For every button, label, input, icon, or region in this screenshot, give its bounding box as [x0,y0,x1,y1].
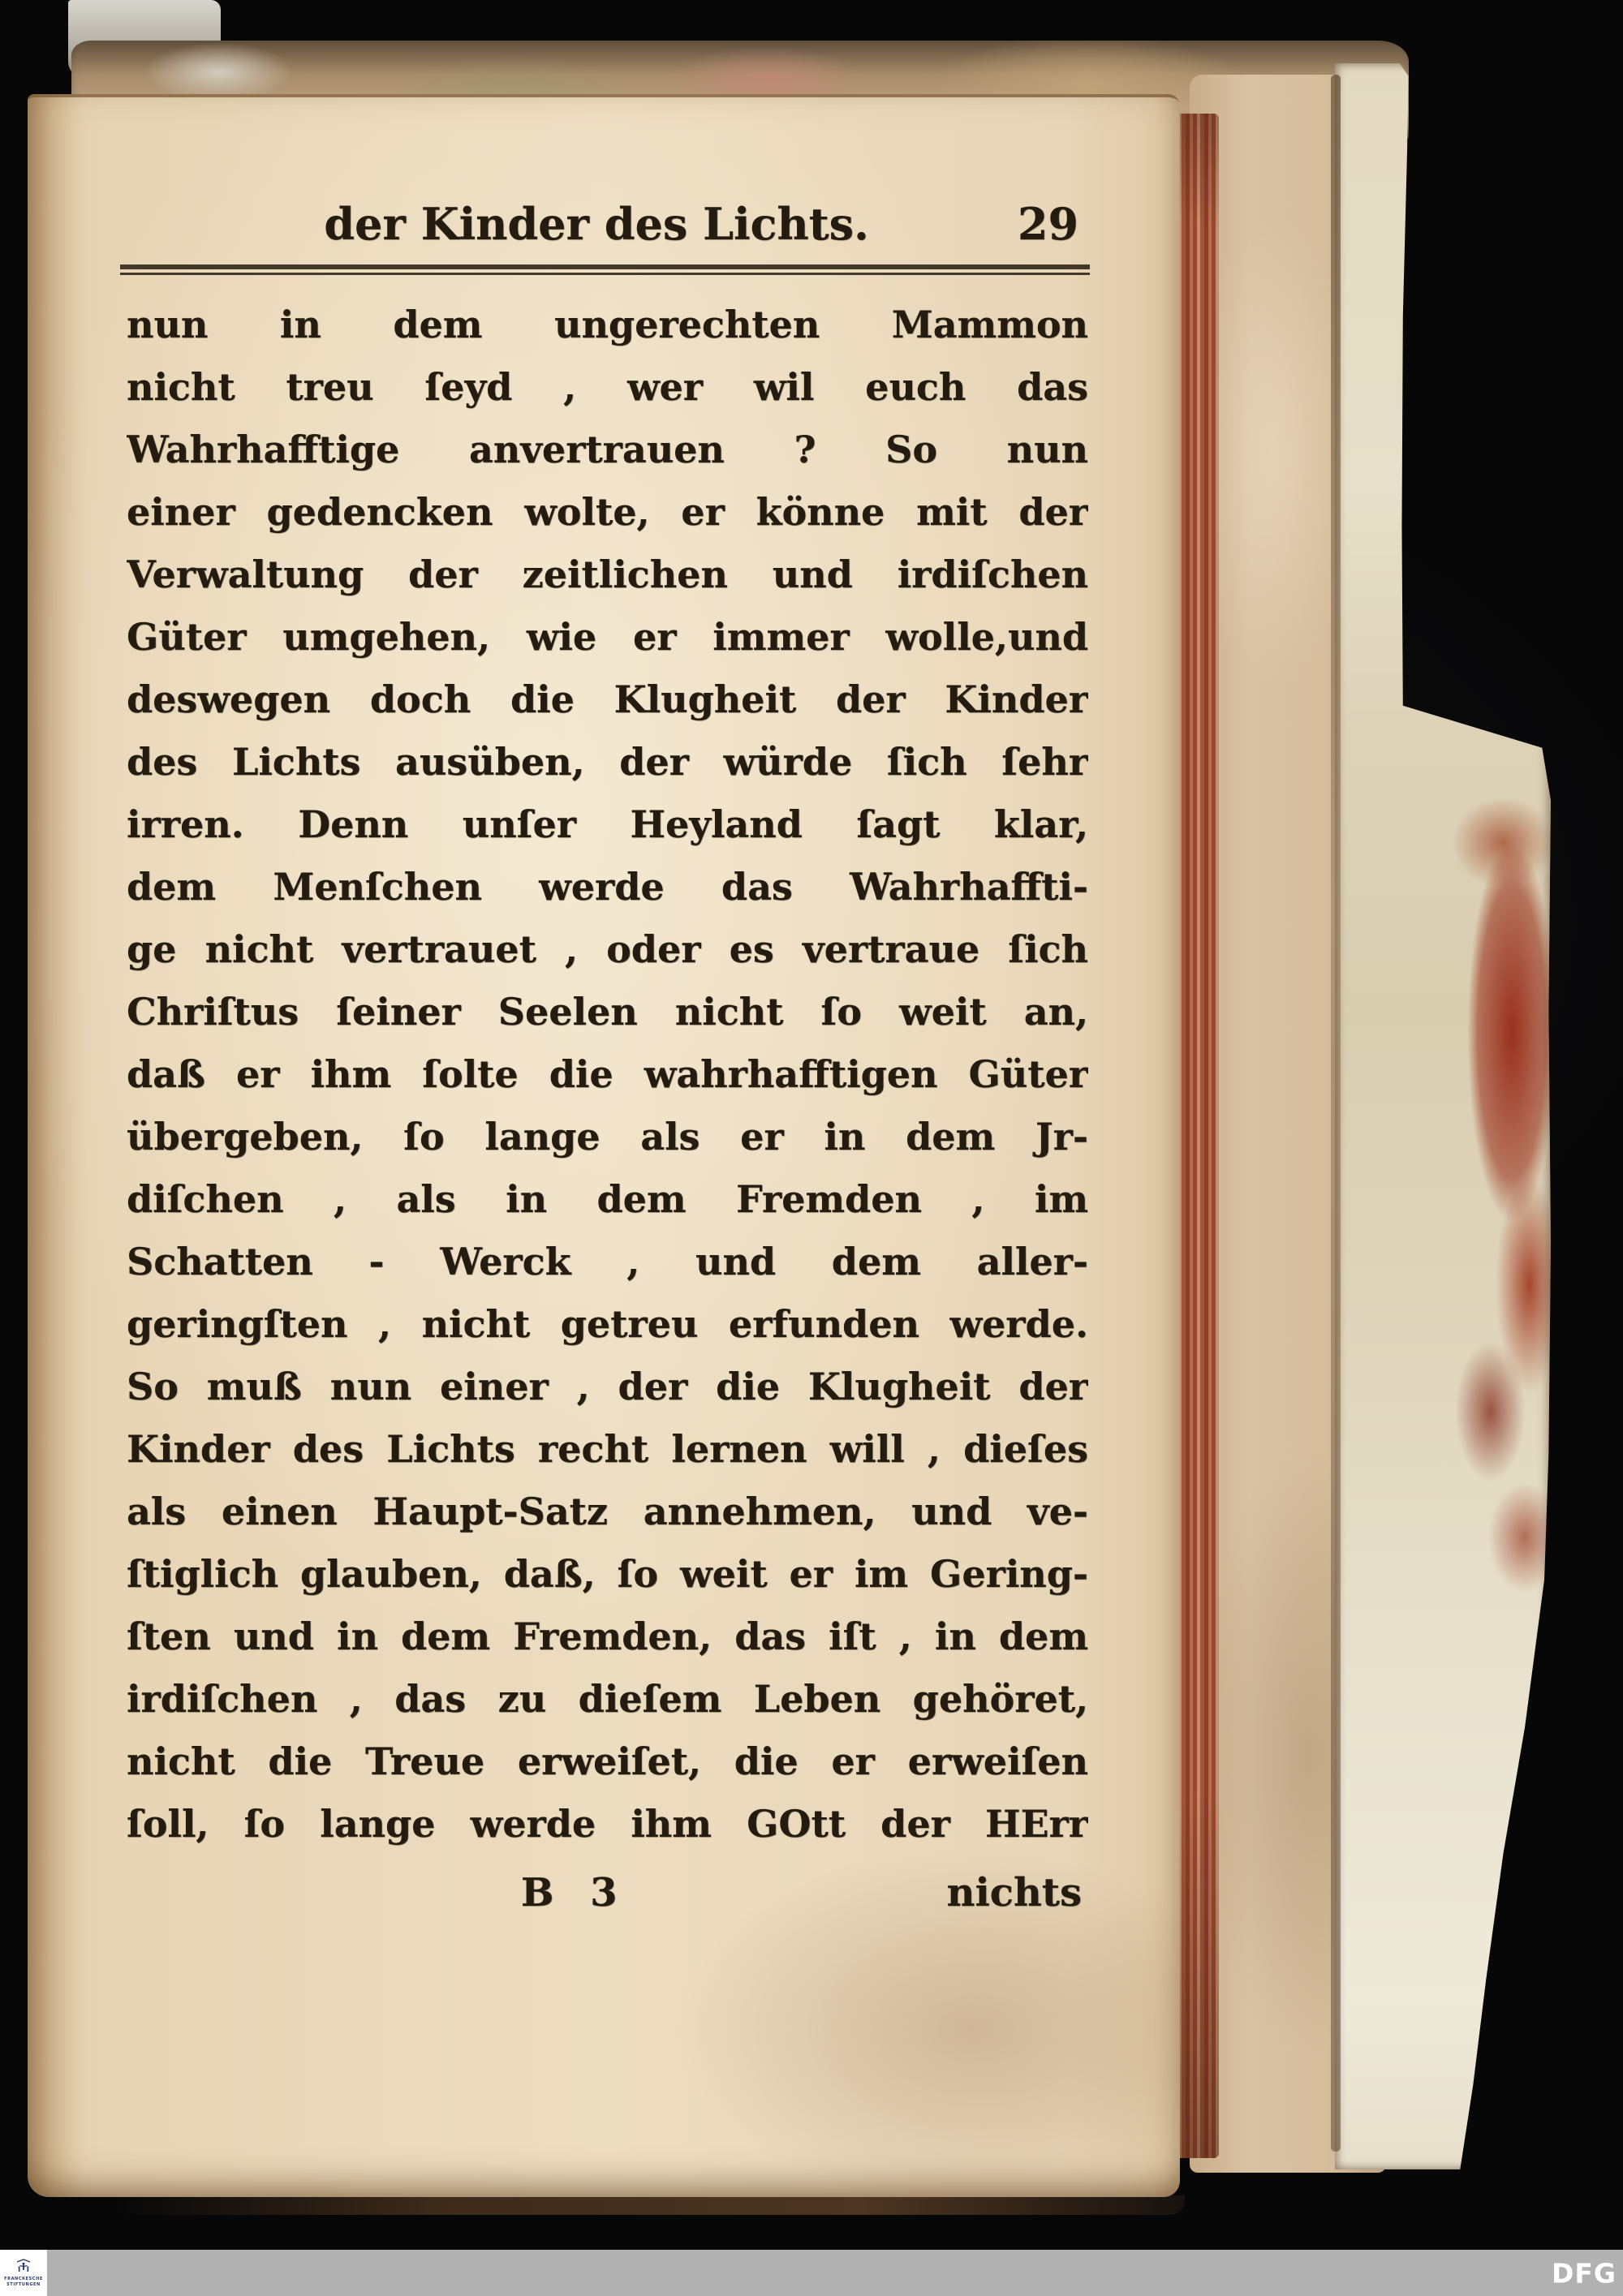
library-logo [0,2250,47,2296]
text-line: irren. Denn unſer Heyland ſagt klar, [127,802,1088,846]
text-line: ge nicht vertrauet , oder es vertraue ſich [127,927,1088,971]
catchword: nichts [946,1870,1082,1915]
header-rule [120,264,1090,275]
running-header [127,198,1088,256]
library-logo-text: FRANCKESCHE [4,2277,43,2281]
page-text-block [127,94,1088,2197]
text-line: nun in dem ungerechten Mammon [127,303,1088,346]
text-line: diſchen , als in dem Fremden , im [127,1177,1088,1221]
text-line: Chriſtus ſeiner Seelen nicht ſo weit an, [127,990,1088,1034]
text-line: Schatten - Werck , und dem aller- [127,1240,1088,1283]
text-line: Verwaltung der zeitlichen und irdiſchen [127,553,1088,596]
page-number: 29 [1017,198,1078,250]
text-line: Wahrhafftige anvertrauen ? So nun [127,428,1088,471]
text-line: ſtiglich glauben, daß, ſo weit er im Gering- [127,1552,1088,1596]
text-line: Güter umgehen, wie er immer wolle,und [127,615,1088,659]
signature-mark: B 3 [520,1870,618,1915]
text-line: ſten und in dem Fremden, das iſt , in dem [127,1615,1088,1658]
text-line: Kinder des Lichts recht lernen will , dieſes [127,1427,1088,1471]
text-line: geringſten , nicht getreu erfunden werde. [127,1302,1088,1346]
text-line: dem Menſchen werde das Wahrhaffti- [127,865,1088,909]
vellum-fold-shadow [1331,75,1341,2152]
text-line: So muß nun einer , der die Klugheit der [127,1365,1088,1408]
text-line: daß er ihm ſolte die wahrhafftigen Güter [127,1052,1088,1096]
text-line: nicht treu ſeyd , wer wil euch das [127,365,1088,409]
text-line: einer gedencken wolte, er könne mit der [127,490,1088,534]
text-line: übergeben, ſo lange als er in dem Jr- [127,1115,1088,1159]
text-line: nicht die Treue erweiſet, die er erweiſen [127,1739,1088,1783]
book-page [28,94,1180,2197]
text-line: irdiſchen , das zu dieſem Leben gehöret, [127,1677,1088,1721]
text-line: deswegen doch die Klugheit der Kinder [127,677,1088,721]
page-text [127,294,1088,1855]
text-line: des Lichts ausüben, der würde ſich ſehr [127,740,1088,784]
text-line: ſoll, ſo lange werde ihm GOtt der HErr [127,1802,1088,1846]
vellum-cover [1335,63,1551,2169]
page-footer [127,1864,1088,1929]
viewer-footer-bar [0,2250,1623,2296]
running-header-title: der Kinder des Lichts. [324,198,869,250]
franckesche-stiftungen-icon [15,2259,32,2276]
library-logo-text: STIFTUNGEN [6,2282,41,2287]
dfg-logo: DFG [1551,2257,1617,2289]
book-bottom-edge [114,2195,1185,2215]
text-line: als einen Haupt-Satz annehmen, und ve- [127,1490,1088,1533]
